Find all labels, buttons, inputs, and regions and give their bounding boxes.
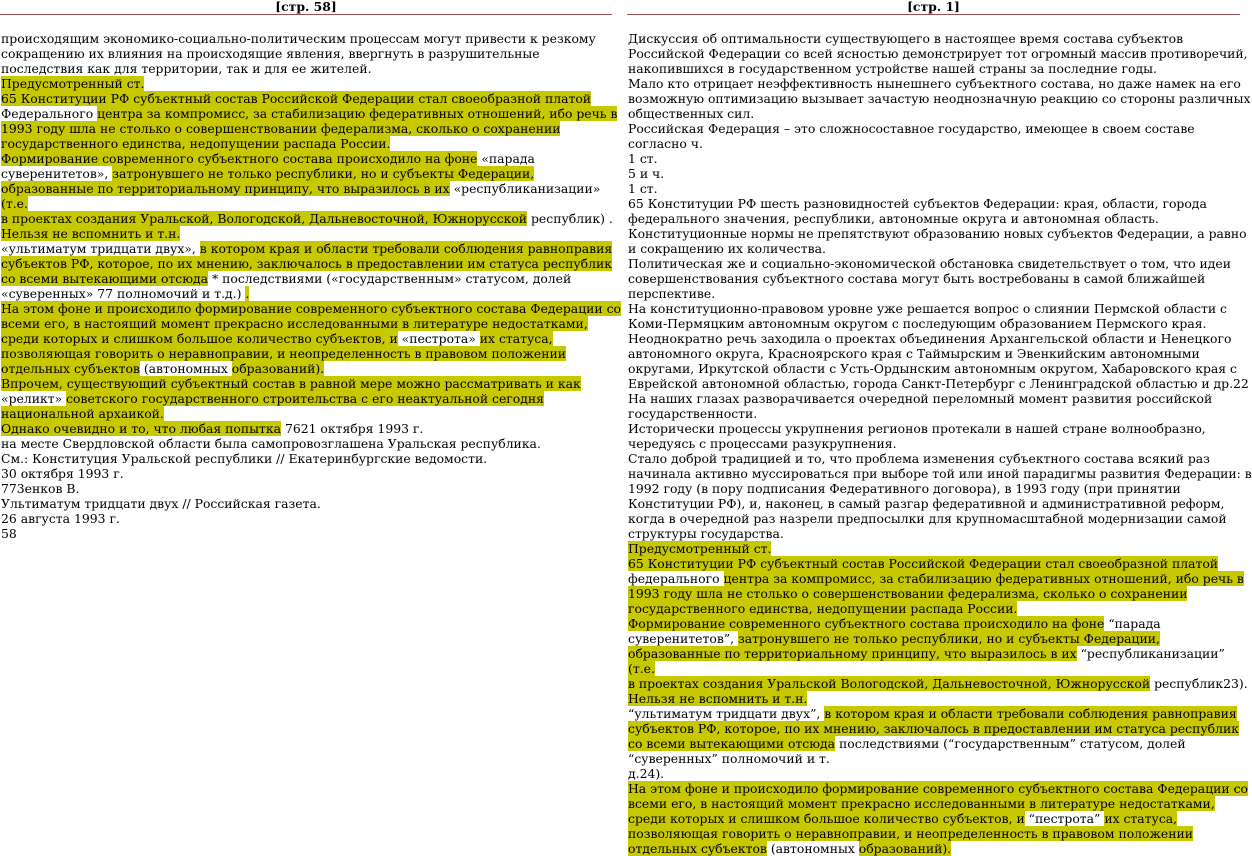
text-segment: “суверенных” полномочий и т. xyxy=(628,751,830,766)
text-segment: «парада xyxy=(477,151,535,166)
text-line xyxy=(628,46,1248,61)
text-line xyxy=(628,286,1240,301)
highlighted-text: образований). xyxy=(858,841,952,856)
text-line xyxy=(628,826,1240,841)
text-segment: 30 октября 1993 г. xyxy=(1,466,124,481)
text-segment: “пестрота” xyxy=(1024,811,1105,826)
text-line xyxy=(1,391,612,406)
text-line xyxy=(1,226,612,241)
text-line xyxy=(628,361,1240,376)
highlighted-text: их статуса, xyxy=(1104,811,1178,826)
text-segment: последствиями (“государственным” статусом, долей xyxy=(835,736,1186,751)
text-line xyxy=(1,151,612,166)
text-line xyxy=(1,46,612,61)
text-segment: последствия как для территории, так и для ее жителей. xyxy=(1,61,372,76)
text-line xyxy=(1,286,612,301)
text-line xyxy=(628,601,1240,616)
text-line xyxy=(628,151,1240,166)
text-segment: д.24). xyxy=(628,766,665,781)
text-segment: согласно ч. xyxy=(628,136,703,151)
highlighted-text: всеми его, в настоящий момент прекрасно исследованными xyxy=(1,316,399,331)
text-line xyxy=(628,496,1240,511)
text-line xyxy=(1,241,612,256)
text-line xyxy=(628,376,1249,391)
text-line xyxy=(628,751,1240,766)
text-line xyxy=(628,91,1251,106)
text-line xyxy=(628,346,1240,361)
text-line xyxy=(1,346,612,361)
text-line xyxy=(1,331,612,346)
highlighted-text: образований). xyxy=(231,361,325,376)
text-line xyxy=(628,556,1240,571)
text-segment: начинала активно муссироваться при выборе той или иной парадигмы развития Федерации: в xyxy=(628,466,1252,481)
text-segment: 58 xyxy=(1,526,17,541)
left-page-pane[interactable] xyxy=(0,0,622,842)
highlighted-text: позволяющая говорить о неравноправии, и неопределенность в правовом положении xyxy=(1,346,567,361)
text-line xyxy=(628,181,1240,196)
text-segment: перспективе. xyxy=(628,286,716,301)
text-line xyxy=(1,406,612,421)
text-segment: федерального xyxy=(628,571,724,586)
text-segment: “ультиматум тридцати двух”, xyxy=(628,706,825,721)
highlighted-text: субъектов РФ, которое, по их мнению, заключалось в предоставлении им статуса республик xyxy=(1,256,612,271)
text-line xyxy=(628,616,1240,631)
text-line xyxy=(628,706,1240,721)
highlighted-text: отдельных субъектов xyxy=(628,841,767,856)
highlighted-text: в проектах создания Уральской Вологодской, Дальневосточной, Южнорусской xyxy=(628,676,1151,691)
highlighted-text: их статуса, xyxy=(479,331,553,346)
highlighted-text: в литературе недостатками, xyxy=(398,316,588,331)
text-line xyxy=(628,421,1240,436)
right-page-pane[interactable] xyxy=(627,0,1252,856)
text-line xyxy=(628,451,1240,466)
highlighted-text: центра за компромисс, за стабилизацию федеративных отношений, ибо речь в xyxy=(97,106,618,121)
text-segment: Конституционные нормы не препятствуют образованию новых субъектов Федерации, а равно xyxy=(628,226,1247,241)
text-line xyxy=(628,256,1240,271)
text-segment: «суверенных» 77 полномочий и т.д.) xyxy=(1,286,246,301)
highlighted-text: позволяющая говорить о неравноправии, и неопределенность в правовом положении xyxy=(628,826,1194,841)
text-segment: суверенитетов”, xyxy=(628,631,739,646)
text-line xyxy=(628,691,1240,706)
highlighted-text: отдельных субъектов xyxy=(1,361,140,376)
highlighted-text: образованные по территориальному принципу, что выразилось в их xyxy=(1,181,450,196)
highlighted-text: 1993 году шла не столько о совершенствовании федерализма, сколько о сохранении xyxy=(628,586,1188,601)
highlighted-text: Предусмотренный ст. xyxy=(628,541,772,556)
text-segment: республик) . xyxy=(527,211,613,226)
text-line xyxy=(628,541,1240,556)
text-line xyxy=(628,736,1240,751)
text-segment: “парада xyxy=(1104,616,1161,631)
text-segment: См.: Конституция Уральской республики // Екатеринбургские ведомости. xyxy=(1,451,488,466)
text-line xyxy=(1,181,612,196)
highlighted-text: центра за компромисс, за стабилизацию федеративных отношений, ибо речь в xyxy=(723,571,1244,586)
highlighted-text: в литературе недостатками, xyxy=(1025,796,1215,811)
text-segment: «республиканизации» xyxy=(449,181,601,196)
highlighted-text: (т.е. xyxy=(628,661,655,676)
text-line xyxy=(628,811,1240,826)
text-segment: Политическая же и социально-экономической обстановка свидетельствует о том, что идеи xyxy=(628,256,1232,271)
text-line xyxy=(628,526,1240,541)
highlighted-text: в проектах создания Уральской, Вологодской, Дальневосточной, Южнорусской xyxy=(1,211,528,226)
highlighted-text: . xyxy=(245,286,250,301)
text-line xyxy=(628,796,1240,811)
text-line xyxy=(628,436,1240,451)
highlighted-text: среди которых и слишком большое количество субъектов, и xyxy=(1,331,398,346)
text-line xyxy=(1,106,618,121)
text-segment: Российской Федерации со всей ясностью демонстрирует тот огромный массив противоречий, xyxy=(628,46,1248,61)
highlighted-text: 1993 году шла не столько о совершенствовании федерализма, сколько о сохранении xyxy=(1,121,561,136)
highlighted-text: (т.е. xyxy=(1,196,28,211)
highlighted-text: Нельзя не вспомнить и т.н. xyxy=(1,226,181,241)
text-line xyxy=(628,571,1244,586)
text-segment: округами, Иркутской области с Усть-Ордынским автономным округом, Хабаровского края с xyxy=(628,361,1237,376)
text-line xyxy=(1,76,612,91)
highlighted-text: 65 Конституции РФ субъектный состав Российской Федерации стал своеобразной платой xyxy=(628,556,1219,571)
text-segment: «реликт» xyxy=(1,391,67,406)
highlighted-text: Впрочем, существующий субъектный состав в равной мере можно рассматривать и как xyxy=(1,376,581,391)
text-line xyxy=(1,136,612,151)
text-segment: 773енков В. xyxy=(1,481,80,496)
right-page-header: [стр. 1] xyxy=(627,0,1240,15)
text-segment: Стало доброй традицией и то, что проблема изменения субъектного состава всякий раз xyxy=(628,451,1210,466)
right-page-text xyxy=(627,31,1252,856)
text-segment: Неоднократно речь заходила о проектах объединения Архангельской области и Ненецкого xyxy=(628,331,1232,346)
text-line xyxy=(628,406,1240,421)
text-segment: “республиканизации” xyxy=(1076,646,1225,661)
text-line xyxy=(628,391,1240,406)
text-segment: накопившихся в государственном устройстве нашей страны за последние годы. xyxy=(628,61,1157,76)
text-segment: 65 Конституции РФ шесть разновидностей субъектов Федерации: края, области, города xyxy=(628,196,1207,211)
text-segment: происходящим экономико-социально-политическим процессам могут привести к резкому xyxy=(1,31,596,46)
text-line xyxy=(628,31,1240,46)
text-line xyxy=(628,241,1240,256)
highlighted-text: в котором края и области требовали соблюдения равноправия xyxy=(199,241,613,256)
text-line xyxy=(628,106,1240,121)
text-line xyxy=(628,781,1249,796)
text-segment: сокращению их влияния на происходящие явления, ввергнуть в разрушительные xyxy=(1,46,540,61)
highlighted-text: со всеми вытекающими отсюда xyxy=(1,271,209,286)
text-segment: государственности. xyxy=(628,406,758,421)
text-line xyxy=(628,586,1240,601)
text-line xyxy=(628,76,1240,91)
text-line xyxy=(1,121,612,136)
text-line xyxy=(628,136,1240,151)
highlighted-text: субъектов РФ, которое, по их мнению, заключалось в предоставлении им статуса республик xyxy=(628,721,1239,736)
text-segment: 7621 октября 1993 г. xyxy=(281,421,424,436)
text-segment: 1 ст. xyxy=(628,151,658,166)
text-line xyxy=(1,271,612,286)
text-segment: совершенствования субъектного состава могут быть востребованы в самой ближайшей xyxy=(628,271,1206,286)
text-line xyxy=(1,511,612,526)
text-line xyxy=(1,526,612,541)
text-segment: (автономных xyxy=(139,361,232,376)
highlighted-text: государственного единства, недопущении распада России. xyxy=(628,601,1018,616)
text-line xyxy=(1,196,612,211)
text-line xyxy=(1,436,612,451)
highlighted-text: государственного единства, недопущении распада России. xyxy=(1,136,391,151)
text-line xyxy=(628,196,1240,211)
text-segment: (автономных xyxy=(766,841,859,856)
left-page-header: [стр. 58] xyxy=(0,0,612,15)
text-segment: чередуясь с процессами разукрупнения. xyxy=(628,436,897,451)
text-line xyxy=(628,316,1240,331)
text-segment: Ультиматум тридцати двух // Российская газета. xyxy=(1,496,321,511)
text-line xyxy=(1,376,612,391)
text-line xyxy=(628,481,1240,496)
highlighted-text: Предусмотренный ст. xyxy=(1,76,145,91)
text-line xyxy=(628,646,1240,661)
text-segment: 5 и ч. xyxy=(628,166,665,181)
text-line xyxy=(628,211,1240,226)
text-line xyxy=(1,496,612,511)
text-line xyxy=(1,361,612,376)
text-segment: * последствиями («государственным» статусом, долей xyxy=(208,271,572,286)
text-segment: Исторически процессы укрупнения регионов протекали в нашей стране волнообразно, xyxy=(628,421,1206,436)
text-line xyxy=(628,121,1240,136)
text-line xyxy=(1,91,612,106)
text-line xyxy=(628,61,1240,76)
text-line xyxy=(628,301,1240,316)
highlighted-text: затронувшего не только республики, но и субъекты Федерации, xyxy=(738,631,1160,646)
text-segment: на месте Свердловской области была самопровозглашена Уральская республика. xyxy=(1,436,541,451)
text-line xyxy=(1,166,612,181)
text-line xyxy=(628,721,1240,736)
highlighted-text: На этом фоне и происходило формирование современного субъектного состава Федерации со xyxy=(1,301,622,316)
text-segment: 1 ст. xyxy=(628,181,658,196)
text-line xyxy=(1,211,612,226)
text-segment: и сокращению их количества. xyxy=(628,241,826,256)
text-line xyxy=(628,166,1240,181)
text-segment: Конституции РФ), и, наконец, в самый разгар федеративной и административной реформ, xyxy=(628,496,1225,511)
highlighted-text: Нельзя не вспомнить и т.н. xyxy=(628,691,808,706)
text-line xyxy=(628,841,1240,856)
text-line xyxy=(1,316,612,331)
text-segment: «ультиматум тридцати двух», xyxy=(1,241,200,256)
text-segment: общественных сил. xyxy=(628,106,755,121)
text-line xyxy=(628,226,1247,241)
text-segment: 26 августа 1993 г. xyxy=(1,511,120,526)
text-segment: 1992 году (в пору подписания Федеративного договора), в 1993 году (при принятии xyxy=(628,481,1181,496)
text-segment: возможную оптимизацию вызывает зачастую неоднозначную реакцию со стороны различных xyxy=(628,91,1251,106)
text-line xyxy=(628,271,1240,286)
highlighted-text: Формирование современного субъектного состава происходило на фоне xyxy=(1,151,478,166)
text-segment: Еврейской автономной областью, города Санкт-Петербург с Ленинградской областью и др.22 xyxy=(628,376,1249,391)
text-line xyxy=(628,331,1240,346)
text-line xyxy=(628,631,1240,646)
highlighted-text: Формирование современного субъектного состава происходило на фоне xyxy=(628,616,1105,631)
highlighted-text: Однако очевидно и то, что любая попытка xyxy=(1,421,281,436)
text-line xyxy=(1,466,612,481)
text-line xyxy=(628,511,1240,526)
text-line xyxy=(628,676,1248,691)
text-segment: На наших глазах разворачивается очередной переломный момент развития российской xyxy=(628,391,1213,406)
text-line xyxy=(628,661,1240,676)
highlighted-text: всеми его, в настоящий момент прекрасно исследованными xyxy=(628,796,1026,811)
text-segment: автономного округа, Красноярского края с Таймырским и Эвенкийским автономными xyxy=(628,346,1200,361)
text-segment: структуры государства. xyxy=(628,526,784,541)
highlighted-text: советского государственного строительства с его неактуальной сегодня xyxy=(66,391,544,406)
text-segment: Федерального xyxy=(1,106,98,121)
highlighted-text: На этом фоне и происходило формирование современного субъектного состава Федерации со xyxy=(628,781,1249,796)
text-segment: федерального значения, республики, автономные округа и автономная область. xyxy=(628,211,1159,226)
text-segment: Коми-Пермяцким автономным округом с последующим образованием Пермского края. xyxy=(628,316,1207,331)
text-segment: Российская Федерация – это сложносоставное государство, имеющее в своем составе xyxy=(628,121,1195,136)
left-page-text xyxy=(0,31,622,541)
highlighted-text: в котором края и области требовали соблюдения равноправия xyxy=(824,706,1237,721)
text-segment: На конституционно-правовом уровне уже решается вопрос о слиянии Пермской области с xyxy=(628,301,1227,316)
text-line xyxy=(628,466,1252,481)
text-line xyxy=(1,256,612,271)
text-line xyxy=(1,61,612,76)
text-line xyxy=(1,451,612,466)
highlighted-text: национальной архаикой. xyxy=(1,406,164,421)
text-segment: Дискуссия об оптимальности существующего в настоящее время состава субъектов xyxy=(628,31,1184,46)
text-segment: республик23). xyxy=(1150,676,1248,691)
text-line xyxy=(1,421,612,436)
highlighted-text: затронувшего не только республики, но и субъекты Федерации, xyxy=(112,166,535,181)
text-segment: «пестрота» xyxy=(397,331,480,346)
text-line xyxy=(628,766,1240,781)
highlighted-text: 65 Конституции РФ субъектный состав Российской Федерации стал своеобразной платой xyxy=(1,91,592,106)
text-segment: Мало кто отрицает неэффективность нынешнего субъектного состава, но даже намек на его xyxy=(628,76,1241,91)
highlighted-text: среди которых и слишком большое количество субъектов, и xyxy=(628,811,1025,826)
highlighted-text: со всеми вытекающими отсюда xyxy=(628,736,836,751)
text-line xyxy=(1,481,612,496)
text-segment: когда в очередной раз назрели предпосылки для крупномасштабной модернизации самой xyxy=(628,511,1227,526)
text-segment: суверенитетов», xyxy=(1,166,113,181)
text-line xyxy=(1,301,622,316)
text-line xyxy=(1,31,612,46)
highlighted-text: образованные по территориальному принципу, что выразилось в их xyxy=(628,646,1077,661)
